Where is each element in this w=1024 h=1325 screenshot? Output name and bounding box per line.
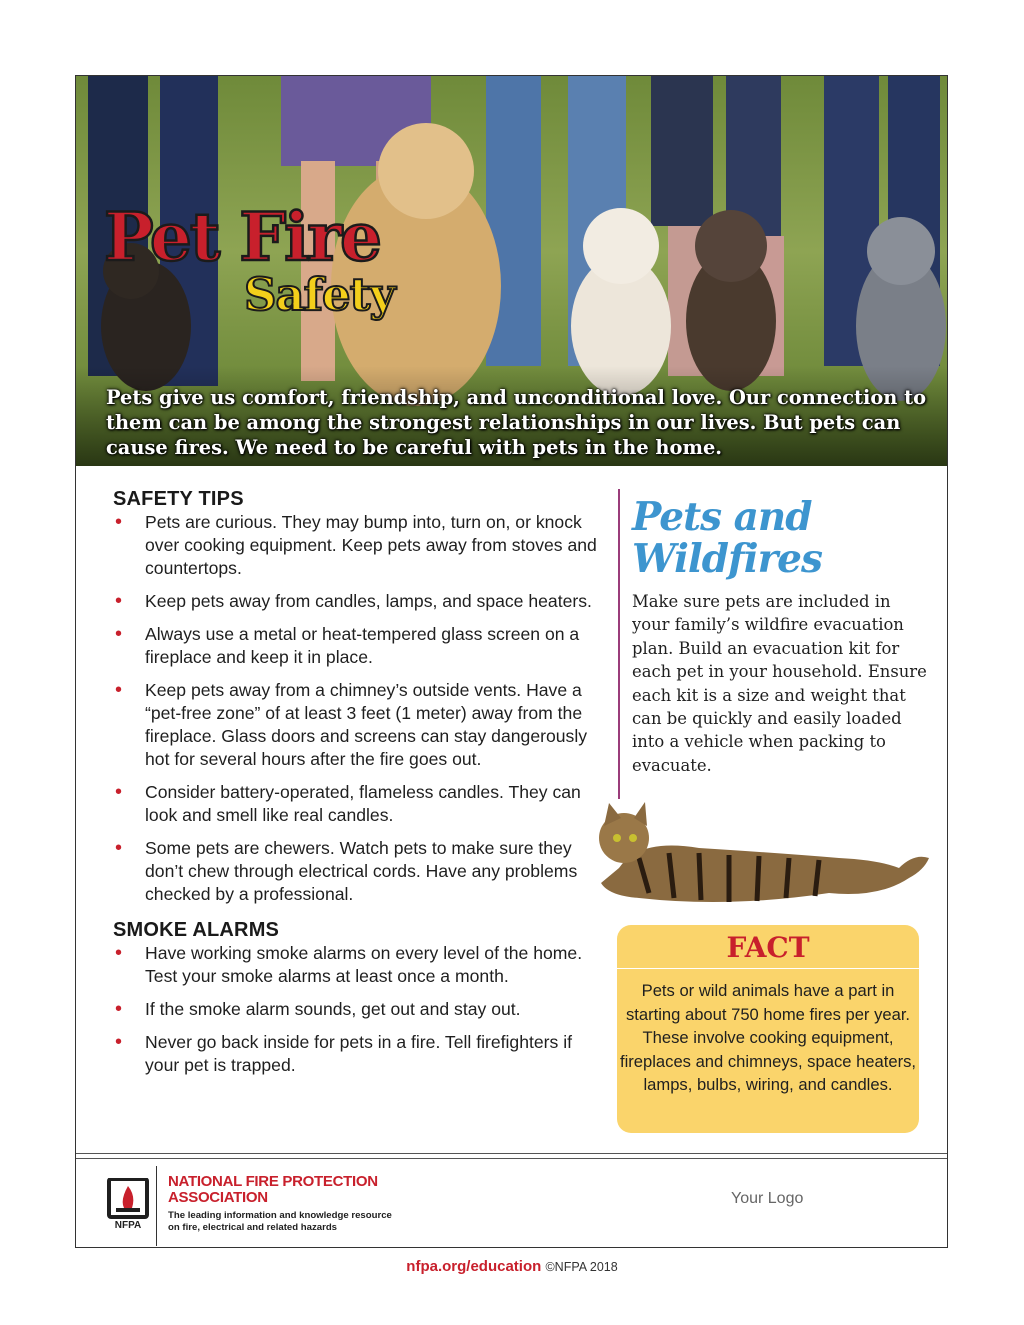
list-item: • Some pets are chewers. Watch pets to make sure they don’t chew through electrical cords. Have any problems checked by a professional. [113,837,603,906]
footer [76,1160,947,1248]
list-item: • Have working smoke alarms on every level of the home. Test your smoke alarms at least once a month. [113,942,603,988]
footer-rule [76,1158,947,1159]
cat-image [579,798,939,913]
fact-heading: FACT [726,931,810,964]
safety-tips-list [113,511,603,906]
flyer-frame [75,75,948,1248]
intro-text: Pets give us comfort, friendship, and unconditional love. Our connection to them can be among the strongest relationships in our lives. But pets can cause fires. We need to be careful with pets in the home. [106,386,927,459]
smoke-alarms-list [113,942,603,1077]
column-divider [618,489,620,799]
nfpa-logo [106,1178,150,1230]
list-item: • Always use a metal or heat-tempered glass screen on a fireplace and keep it in place. [113,623,603,669]
fact-box [617,925,919,1133]
footer-divider [156,1166,157,1246]
list-item: • Never go back inside for pets in a fire. Tell firefighters if your pet is trapped. [113,1031,603,1077]
list-item: • If the smoke alarm sounds, get out and stay out. [113,998,603,1021]
fact-body: Pets or wild animals have a part in starting about 750 home fires per year. These involve cooking equipment, fireplaces and chimneys, space heaters, lamps, bulbs, wiring, and candles. [617,968,919,1097]
footer-rule [76,1153,947,1154]
copyright: ©NFPA 2018 [545,1260,618,1274]
wildfires-body: Make sure pets are included in your family’s wildfire evacuation plan. Build an evacuation kit for each pet in your household. Ensure each kit is a size and weight that can be quickly and easily loaded into a vehicle when packing to evacuate. [632,592,927,775]
title-safety: Safety [244,268,395,321]
left-column [113,487,603,1089]
nfpa-logo-text: NFPA [114,1220,142,1230]
list-item: • Consider battery-operated, flameless candles. They can look and smell like real candles. [113,781,603,827]
org-name: NATIONAL FIRE PROTECTION ASSOCIATION [168,1173,378,1206]
list-item: • Keep pets away from a chimney’s outside vents. Have a “pet-free zone” of at least 3 feet (1 meter) away from the fireplace. Glass doors and screens can stay dangerously hot for several hours after the fire goes out. [113,679,603,771]
list-item: • Keep pets away from candles, lamps, and space heaters. [113,590,603,613]
education-link[interactable]: nfpa.org/education [406,1258,542,1275]
page-footer-url [0,1258,1024,1275]
smoke-alarms-heading: SMOKE ALARMS [113,919,280,941]
your-logo-placeholder: Your Logo [731,1190,804,1207]
wildfires-title: Pets and Wildfires [632,494,822,582]
org-tagline: The leading information and knowledge resource on fire, electrical and related hazards [168,1210,392,1233]
hero-photo [76,76,947,466]
safety-tips-heading: SAFETY TIPS [113,488,244,510]
list-item: • Pets are curious. They may bump into, turn on, or knock over cooking equipment. Keep pets away from stoves and countertops. [113,511,603,580]
title-pet-fire: Pet Fire [104,198,381,276]
